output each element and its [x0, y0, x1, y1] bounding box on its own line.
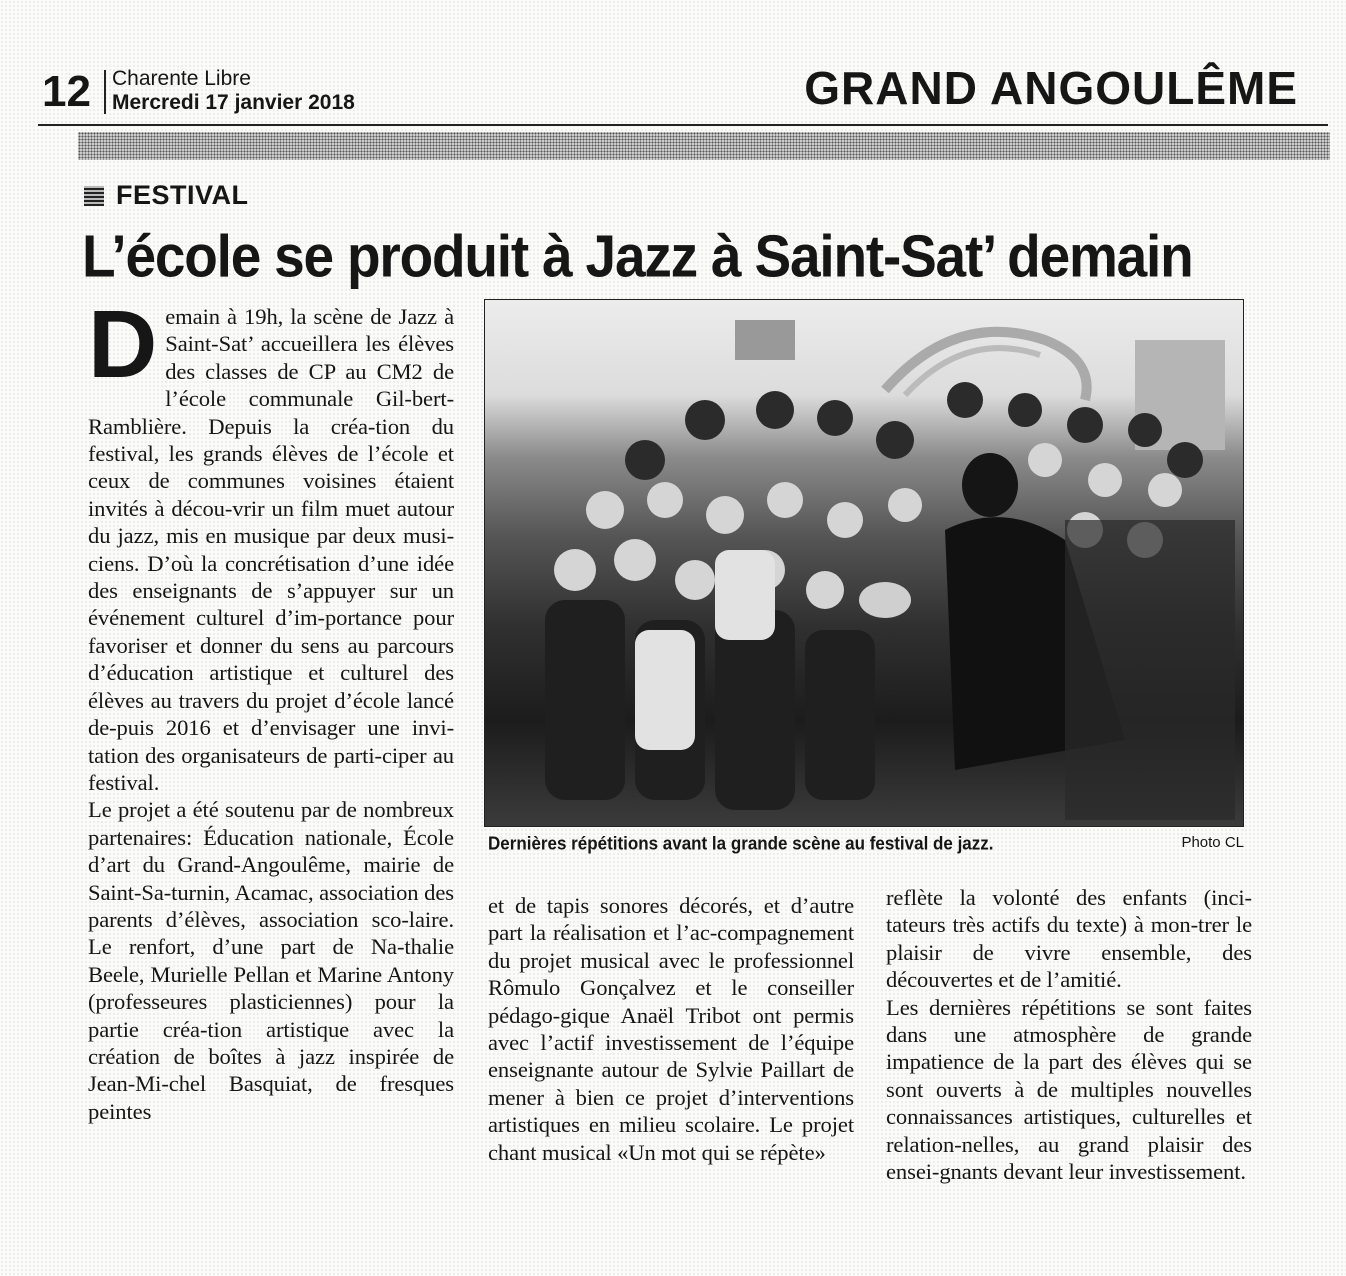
- kicker-label: FESTIVAL: [116, 180, 249, 210]
- page-number: 12: [42, 70, 106, 114]
- photo-children-choir: [485, 300, 1243, 826]
- article-column-1: [88, 291, 454, 1125]
- photo-caption: Dernières répétitions avant la grande scène au festival de jazz.: [488, 833, 994, 854]
- header-halftone-band: [78, 132, 1330, 160]
- column1-paragraph-1: emain à 19h, la scène de Jazz à Saint-Sat’ accueillera les élèves des classes de CP au CM2 de l’école communale Gil-bert-Ramblière. Depuis la créa-tion du festival, les grands élèves de l’école et ceux de communes voisines étaient invités à décou-vrir un film muet autour du jazz, mis en musique par deux musi-ciens. D’où la concrétisation d’une idée des enseignants de s’appuyer sur un événement culturel d’im-portance pour favoriser et donner du sens au parcours d’éducation artistique et culturel des élèves au travers du projet d’école lancé de-puis 2016 et d’envisager une invi-tation des organisateurs de parti-ciper au festival.: [88, 304, 454, 795]
- column3-paragraph-2: Les dernières répétitions se sont faites dans une atmosphère de grande impatience de la part des élèves qui se sont ouverts à de multiples nouvelles connaissances artistiques, culturelles et relation-nelles, au grand plaisir des ensei-gnants devant leur investissement.: [886, 994, 1252, 1185]
- kicker-square-icon: [84, 186, 104, 206]
- drop-cap: D: [88, 291, 158, 398]
- column3-paragraph-1: reflète la volonté des enfants (inci-tateurs très actifs du texte) à mon-trer le plaisir de vivre ensemble, des découvertes et de l’amitié.: [886, 885, 1252, 993]
- article-column-2: [488, 892, 854, 1166]
- page-header: [38, 62, 1328, 126]
- publication-date: Mercredi 17 janvier 2018: [112, 91, 355, 114]
- article-kicker: [84, 180, 249, 211]
- photo-caption-bar: [488, 834, 1244, 854]
- article-photo: [484, 299, 1244, 827]
- article-column-3: [886, 884, 1252, 1185]
- section-title: GRAND ANGOULÊME: [804, 62, 1298, 114]
- column1-paragraph-2: Le projet a été soutenu par de nombreux partenaires: Éducation nationale, École d’art du Grand-Angoulême, mairie de Saint-Sa-turnin, Acamac, association des parents d’élèves, association sco-laire. Le renfort, d’une part de Na-thalie Beele, Murielle Pellan et Marine Antony (professeures plasticiennes) pour la partie créa-tion artistique avec la création de boîtes à jazz inspirée de Jean-Mi-chel Basquiat, de fresques peintes: [88, 797, 454, 1124]
- publication-info: [112, 67, 355, 115]
- publication-name: Charente Libre: [112, 67, 251, 90]
- photo-credit: Photo CL: [1181, 834, 1244, 851]
- column2-paragraph: et de tapis sonores décorés, et d’autre part la réalisation et l’ac-compagnement du projet musical avec le professionnel Rômulo Gonçalvez et le conseiller pédago-gique Anaël Tribot ont permis avec l’actif investissement de l’équipe enseignante autour de Sylvie Paillart de mener à bien ce projet d’interventions artistiques en milieu scolaire. Le projet chant musical «Un mot qui se répète»: [488, 893, 854, 1165]
- article-headline: L’école se produit à Jazz à Saint-Sat’ demain: [82, 222, 1193, 290]
